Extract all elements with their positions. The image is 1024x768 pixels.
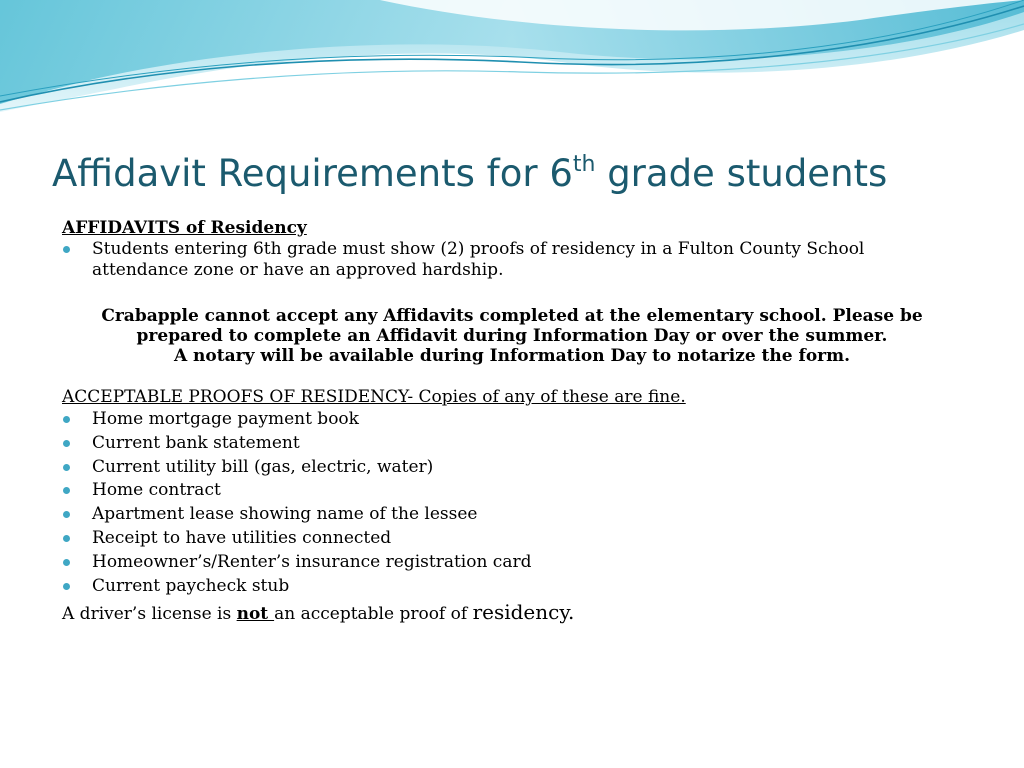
list-item: [62, 408, 962, 432]
note-emphasis-not: not: [236, 604, 275, 625]
slide-title: [52, 152, 887, 196]
list-item: [62, 527, 962, 551]
bullet-dot-icon: [63, 246, 70, 253]
proof-item: Homeowner’s/Renter’s insurance registration card: [92, 551, 532, 572]
proofs-heading: ACCEPTABLE PROOFS OF RESIDENCY- Copies of any of these are fine.: [62, 387, 686, 407]
note-text-middle: an acceptable proof of: [274, 604, 473, 625]
list-item: [62, 575, 962, 599]
list-item: [62, 456, 962, 480]
list-item: [62, 432, 962, 456]
title-superscript: th: [572, 151, 596, 177]
bullet-dot-icon: [63, 559, 70, 566]
proofs-list: [62, 408, 962, 598]
list-item: [62, 479, 962, 503]
list-item: [62, 503, 962, 527]
title-rest: grade students: [595, 152, 888, 195]
bullet-dot-icon: [63, 583, 70, 590]
affidavits-list: [62, 239, 962, 281]
proof-item: Current paycheck stub: [92, 575, 290, 596]
bullet-dot-icon: [63, 440, 70, 447]
title-main: Affidavit Requirements for 6: [52, 152, 573, 195]
bullet-dot-icon: [63, 464, 70, 471]
affidavits-bullet-text: Students entering 6th grade must show (2) proofs of residency in a Fulton County School attendance zone or have an approved hardship.: [92, 239, 865, 280]
bullet-dot-icon: [63, 535, 70, 542]
proof-item: Receipt to have utilities connected: [92, 527, 392, 548]
note-text-before: A driver’s license is: [62, 604, 237, 625]
list-item: [62, 551, 962, 575]
proof-item: Home contract: [92, 480, 221, 501]
bullet-dot-icon: [63, 487, 70, 494]
note-text-last: residency.: [472, 600, 575, 625]
header-wave-decoration: [0, 0, 1024, 120]
list-item: [62, 239, 962, 281]
slide-body: [62, 218, 962, 626]
notice-block: [62, 306, 962, 366]
bullet-dot-icon: [63, 511, 70, 518]
proof-item: Apartment lease showing name of the lessee: [92, 504, 478, 525]
proof-item: Current bank statement: [92, 432, 300, 453]
proof-item: Home mortgage payment book: [92, 409, 359, 429]
proof-item: Current utility bill (gas, electric, water): [92, 456, 434, 477]
affidavits-heading: AFFIDAVITS of Residency: [62, 218, 307, 238]
drivers-license-note: [62, 600, 962, 626]
notice-line-1: Crabapple cannot accept any Affidavits completed at the elementary school. Please be prepared to complete an Affidavit during Information Day or over the summer.: [101, 306, 923, 346]
notice-line-2: A notary will be available during Information Day to notarize the form.: [173, 346, 851, 366]
bullet-dot-icon: [63, 416, 70, 423]
